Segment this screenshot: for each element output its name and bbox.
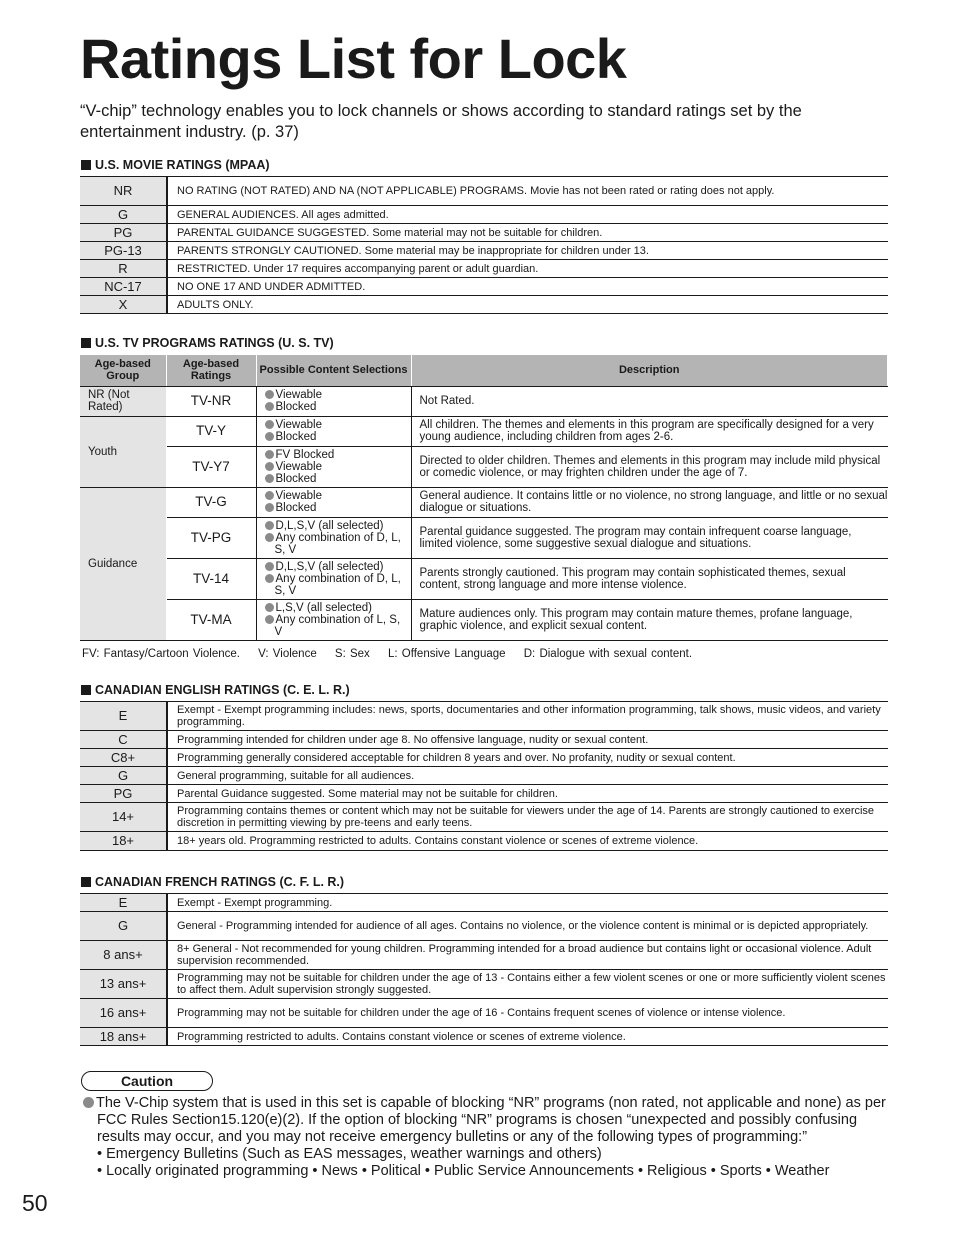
table-row	[80, 278, 888, 296]
rating-code: PG	[80, 224, 167, 242]
selection-option: Viewable	[265, 490, 411, 502]
bullet-dot-icon	[265, 562, 274, 571]
selection-option: FV Blocked	[265, 449, 411, 461]
tv-rating: TV-Y7	[166, 446, 256, 487]
bullet-dot-icon	[265, 420, 274, 429]
page-number: 50	[22, 1190, 48, 1216]
selection-option: Viewable	[265, 389, 411, 401]
table-row	[80, 260, 888, 278]
rating-description: 18+ years old. Programming restricted to adults. Contains constant violence or scenes of extreme violence.	[167, 832, 888, 851]
ustv-table	[80, 355, 888, 641]
header-content-selections: Possible Content Selections	[256, 355, 411, 386]
rating-code: E	[80, 894, 167, 912]
rating-code: G	[80, 912, 167, 941]
selection-option: Viewable	[265, 419, 411, 431]
rating-description: Parental Guidance suggested. Some material may not be suitable for children.	[167, 785, 888, 803]
mpaa-heading: U.S. MOVIE RATINGS (MPAA)	[81, 157, 270, 173]
bullet-dot-icon	[265, 503, 274, 512]
table-row	[80, 999, 888, 1028]
rating-description: Programming intended for children under age 8. No offensive language, nudity or sexual content.	[167, 731, 888, 749]
rating-description: Programming may not be suitable for children under the age of 13 - Contains either a few violent scenes or one or more sufficiently violent scenes to affect them. Adult supervision strongly suggested.	[167, 970, 888, 999]
rating-description: Programming restricted to adults. Contains constant violence or scenes of extreme violence.	[167, 1028, 888, 1046]
table-row	[80, 242, 888, 260]
tv-rating: TV-NR	[166, 386, 256, 416]
bullet-dot-icon	[265, 462, 274, 471]
intro-text: “V-chip” technology enables you to lock channels or shows according to standard ratings set by the entertainment industry. (p. 37)	[80, 102, 802, 141]
header-age-group: Age-based Group	[80, 355, 166, 386]
bullet-dot-icon	[265, 432, 274, 441]
square-bullet-icon	[81, 877, 91, 887]
content-selections	[256, 599, 411, 640]
bullet-dot-icon	[265, 390, 274, 399]
rating-code: NC-17	[80, 278, 167, 296]
rating-description: NO ONE 17 AND UNDER ADMITTED.	[167, 278, 888, 296]
bullet-dot-icon	[265, 491, 274, 500]
rating-description: PARENTAL GUIDANCE SUGGESTED. Some material may not be suitable for children.	[167, 224, 888, 242]
rating-description: GENERAL AUDIENCES. All ages admitted.	[167, 206, 888, 224]
celr-heading: CANADIAN ENGLISH RATINGS (C. E. L. R.)	[81, 682, 350, 698]
content-selections	[256, 517, 411, 558]
bullet-dot-icon	[265, 474, 274, 483]
rating-code: 18 ans+	[80, 1028, 167, 1046]
square-bullet-icon	[81, 338, 91, 348]
cflr-heading: CANADIAN FRENCH RATINGS (C. F. L. R.)	[81, 874, 344, 890]
rating-description: General - Programming intended for audience of all ages. Contains no violence, or the violence content is minimal or is depicted appropriately.	[167, 912, 888, 941]
bullet-dot-icon	[265, 574, 274, 583]
caution-text: The V-Chip system that is used in this set is capable of blocking “NR” programs (non rated, not applicable and none) as per FCC Rules Section15.120(e)(2). If the option of blocking “NR” programs is chosen “unexpected and possibly confusing results may occur, and you may not receive emergency bulletins or any of the following types of programming:” • Emergency Bulletins (Such as EAS messages, weather warnings and others) • Locally originated programming • News • Political • Public Service Announcements • Religious • Sports • Weather	[83, 1095, 893, 1180]
ustv-heading: U.S. TV PROGRAMS RATINGS (U. S. TV)	[81, 335, 334, 351]
rating-code: NR	[80, 177, 167, 206]
rating-description: Directed to older children. Themes and elements in this program may include mild physical or comedic violence, or may frighten children under the age of 7.	[411, 446, 888, 487]
mpaa-table	[80, 176, 888, 314]
caution-label: Caution	[81, 1071, 213, 1091]
cflr-table	[80, 893, 888, 1046]
rating-description: Programming contains themes or content which may not be suitable for viewers under the age of 14. Parents are strongly cautioned to exercise discretion in permitting viewing by pre-teens and early teens.	[167, 803, 888, 832]
rating-description: Parental guidance suggested. The program may contain infrequent coarse language, limited violence, some suggestive sexual dialogue and situations.	[411, 517, 888, 558]
table-row	[80, 702, 888, 731]
table-row	[80, 386, 888, 416]
bullet-dot-icon	[265, 533, 274, 542]
rating-code: C	[80, 731, 167, 749]
rating-description: General audience. It contains little or no violence, no strong language, and little or no sexual dialogue or situations.	[411, 487, 888, 517]
table-row	[80, 446, 888, 487]
table-row	[80, 558, 888, 599]
rating-code: 8 ans+	[80, 941, 167, 970]
bullet-dot-icon	[265, 402, 274, 411]
rating-code: X	[80, 296, 167, 314]
table-row	[80, 206, 888, 224]
content-selections	[256, 446, 411, 487]
table-row	[80, 517, 888, 558]
celr-table	[80, 701, 888, 851]
rating-description: Programming generally considered acceptable for children 8 years and over. No profanity, nudity or sexual content.	[167, 749, 888, 767]
rating-code: 14+	[80, 803, 167, 832]
table-row	[80, 731, 888, 749]
rating-description: General programming, suitable for all audiences.	[167, 767, 888, 785]
bullet-dot-icon	[83, 1097, 94, 1108]
selection-option: Any combination of D, L, S, V	[265, 573, 411, 597]
selection-option: Any combination of L, S, V	[265, 614, 411, 638]
tv-rating: TV-Y	[166, 416, 256, 446]
bullet-dot-icon	[265, 603, 274, 612]
selection-option: Blocked	[265, 431, 411, 443]
rating-code: PG-13	[80, 242, 167, 260]
ustv-legend: FV: Fantasy/Cartoon Violence. V: Violence S: Sex L: Offensive Language D: Dialogue with sexual content.	[82, 648, 693, 660]
table-row	[80, 749, 888, 767]
table-row	[80, 912, 888, 941]
header-description: Description	[411, 355, 888, 386]
table-row	[80, 296, 888, 314]
rating-code: 13 ans+	[80, 970, 167, 999]
content-selections	[256, 386, 411, 416]
rating-description: Mature audiences only. This program may contain mature themes, profane language, graphic violence, and explicit sexual content.	[411, 599, 888, 640]
table-row	[80, 832, 888, 851]
rating-description: RESTRICTED. Under 17 requires accompanying parent or adult guardian.	[167, 260, 888, 278]
tv-rating: TV-14	[166, 558, 256, 599]
table-row	[80, 599, 888, 640]
table-row	[80, 970, 888, 999]
rating-code: 16 ans+	[80, 999, 167, 1028]
rating-description: ADULTS ONLY.	[167, 296, 888, 314]
rating-code: G	[80, 767, 167, 785]
bullet-dot-icon	[265, 615, 274, 624]
square-bullet-icon	[81, 160, 91, 170]
selection-option: D,L,S,V (all selected)	[265, 520, 411, 532]
selection-option: Blocked	[265, 502, 411, 514]
tv-rating: TV-MA	[166, 599, 256, 640]
rating-code: 18+	[80, 832, 167, 851]
square-bullet-icon	[81, 685, 91, 695]
rating-code: G	[80, 206, 167, 224]
age-group: NR (Not Rated)	[80, 386, 166, 416]
rating-description: Not Rated.	[411, 386, 888, 416]
content-selections	[256, 416, 411, 446]
rating-description: Exempt - Exempt programming includes: news, sports, documentaries and other information programming, talk shows, music videos, and variety programming.	[167, 702, 888, 731]
rating-code: R	[80, 260, 167, 278]
table-row	[80, 224, 888, 242]
selection-option: Viewable	[265, 461, 411, 473]
rating-description: Exempt - Exempt programming.	[167, 894, 888, 912]
selection-option: D,L,S,V (all selected)	[265, 561, 411, 573]
bullet-dot-icon	[265, 450, 274, 459]
tv-rating: TV-PG	[166, 517, 256, 558]
selection-option: L,S,V (all selected)	[265, 602, 411, 614]
rating-description: 8+ General - Not recommended for young children. Programming intended for a broad audience but contains light or occasional violence. Adult supervision recommended.	[167, 941, 888, 970]
bullet-dot-icon	[265, 521, 274, 530]
table-row	[80, 785, 888, 803]
table-row	[80, 416, 888, 446]
table-row	[80, 894, 888, 912]
selection-option: Blocked	[265, 401, 411, 413]
rating-code: PG	[80, 785, 167, 803]
table-row	[80, 767, 888, 785]
table-row	[80, 1028, 888, 1046]
rating-description: All children. The themes and elements in this program are specifically designed for a very young audience, including children from ages 2-6.	[411, 416, 888, 446]
content-selections	[256, 558, 411, 599]
rating-code: C8+	[80, 749, 167, 767]
rating-description: Parents strongly cautioned. This program may contain sophisticated themes, sexual content, strong language and more intense violence.	[411, 558, 888, 599]
rating-description: Programming may not be suitable for children under the age of 16 - Contains frequent scenes of violence or intense violence.	[167, 999, 888, 1028]
page-title: Ratings List for Lock	[80, 27, 627, 90]
content-selections	[256, 487, 411, 517]
selection-option: Blocked	[265, 473, 411, 485]
tv-rating: TV-G	[166, 487, 256, 517]
header-age-ratings: Age-based Ratings	[166, 355, 256, 386]
rating-code: E	[80, 702, 167, 731]
age-group: Youth	[80, 416, 166, 487]
table-row	[80, 803, 888, 832]
table-row	[80, 487, 888, 517]
table-row	[80, 177, 888, 206]
age-group: Guidance	[80, 487, 166, 640]
rating-description: NO RATING (NOT RATED) AND NA (NOT APPLICABLE) PROGRAMS. Movie has not been rated or rating does not apply.	[167, 177, 888, 206]
selection-option: Any combination of D, L, S, V	[265, 532, 411, 556]
rating-description: PARENTS STRONGLY CAUTIONED. Some material may be inappropriate for children under 13.	[167, 242, 888, 260]
table-row	[80, 941, 888, 970]
